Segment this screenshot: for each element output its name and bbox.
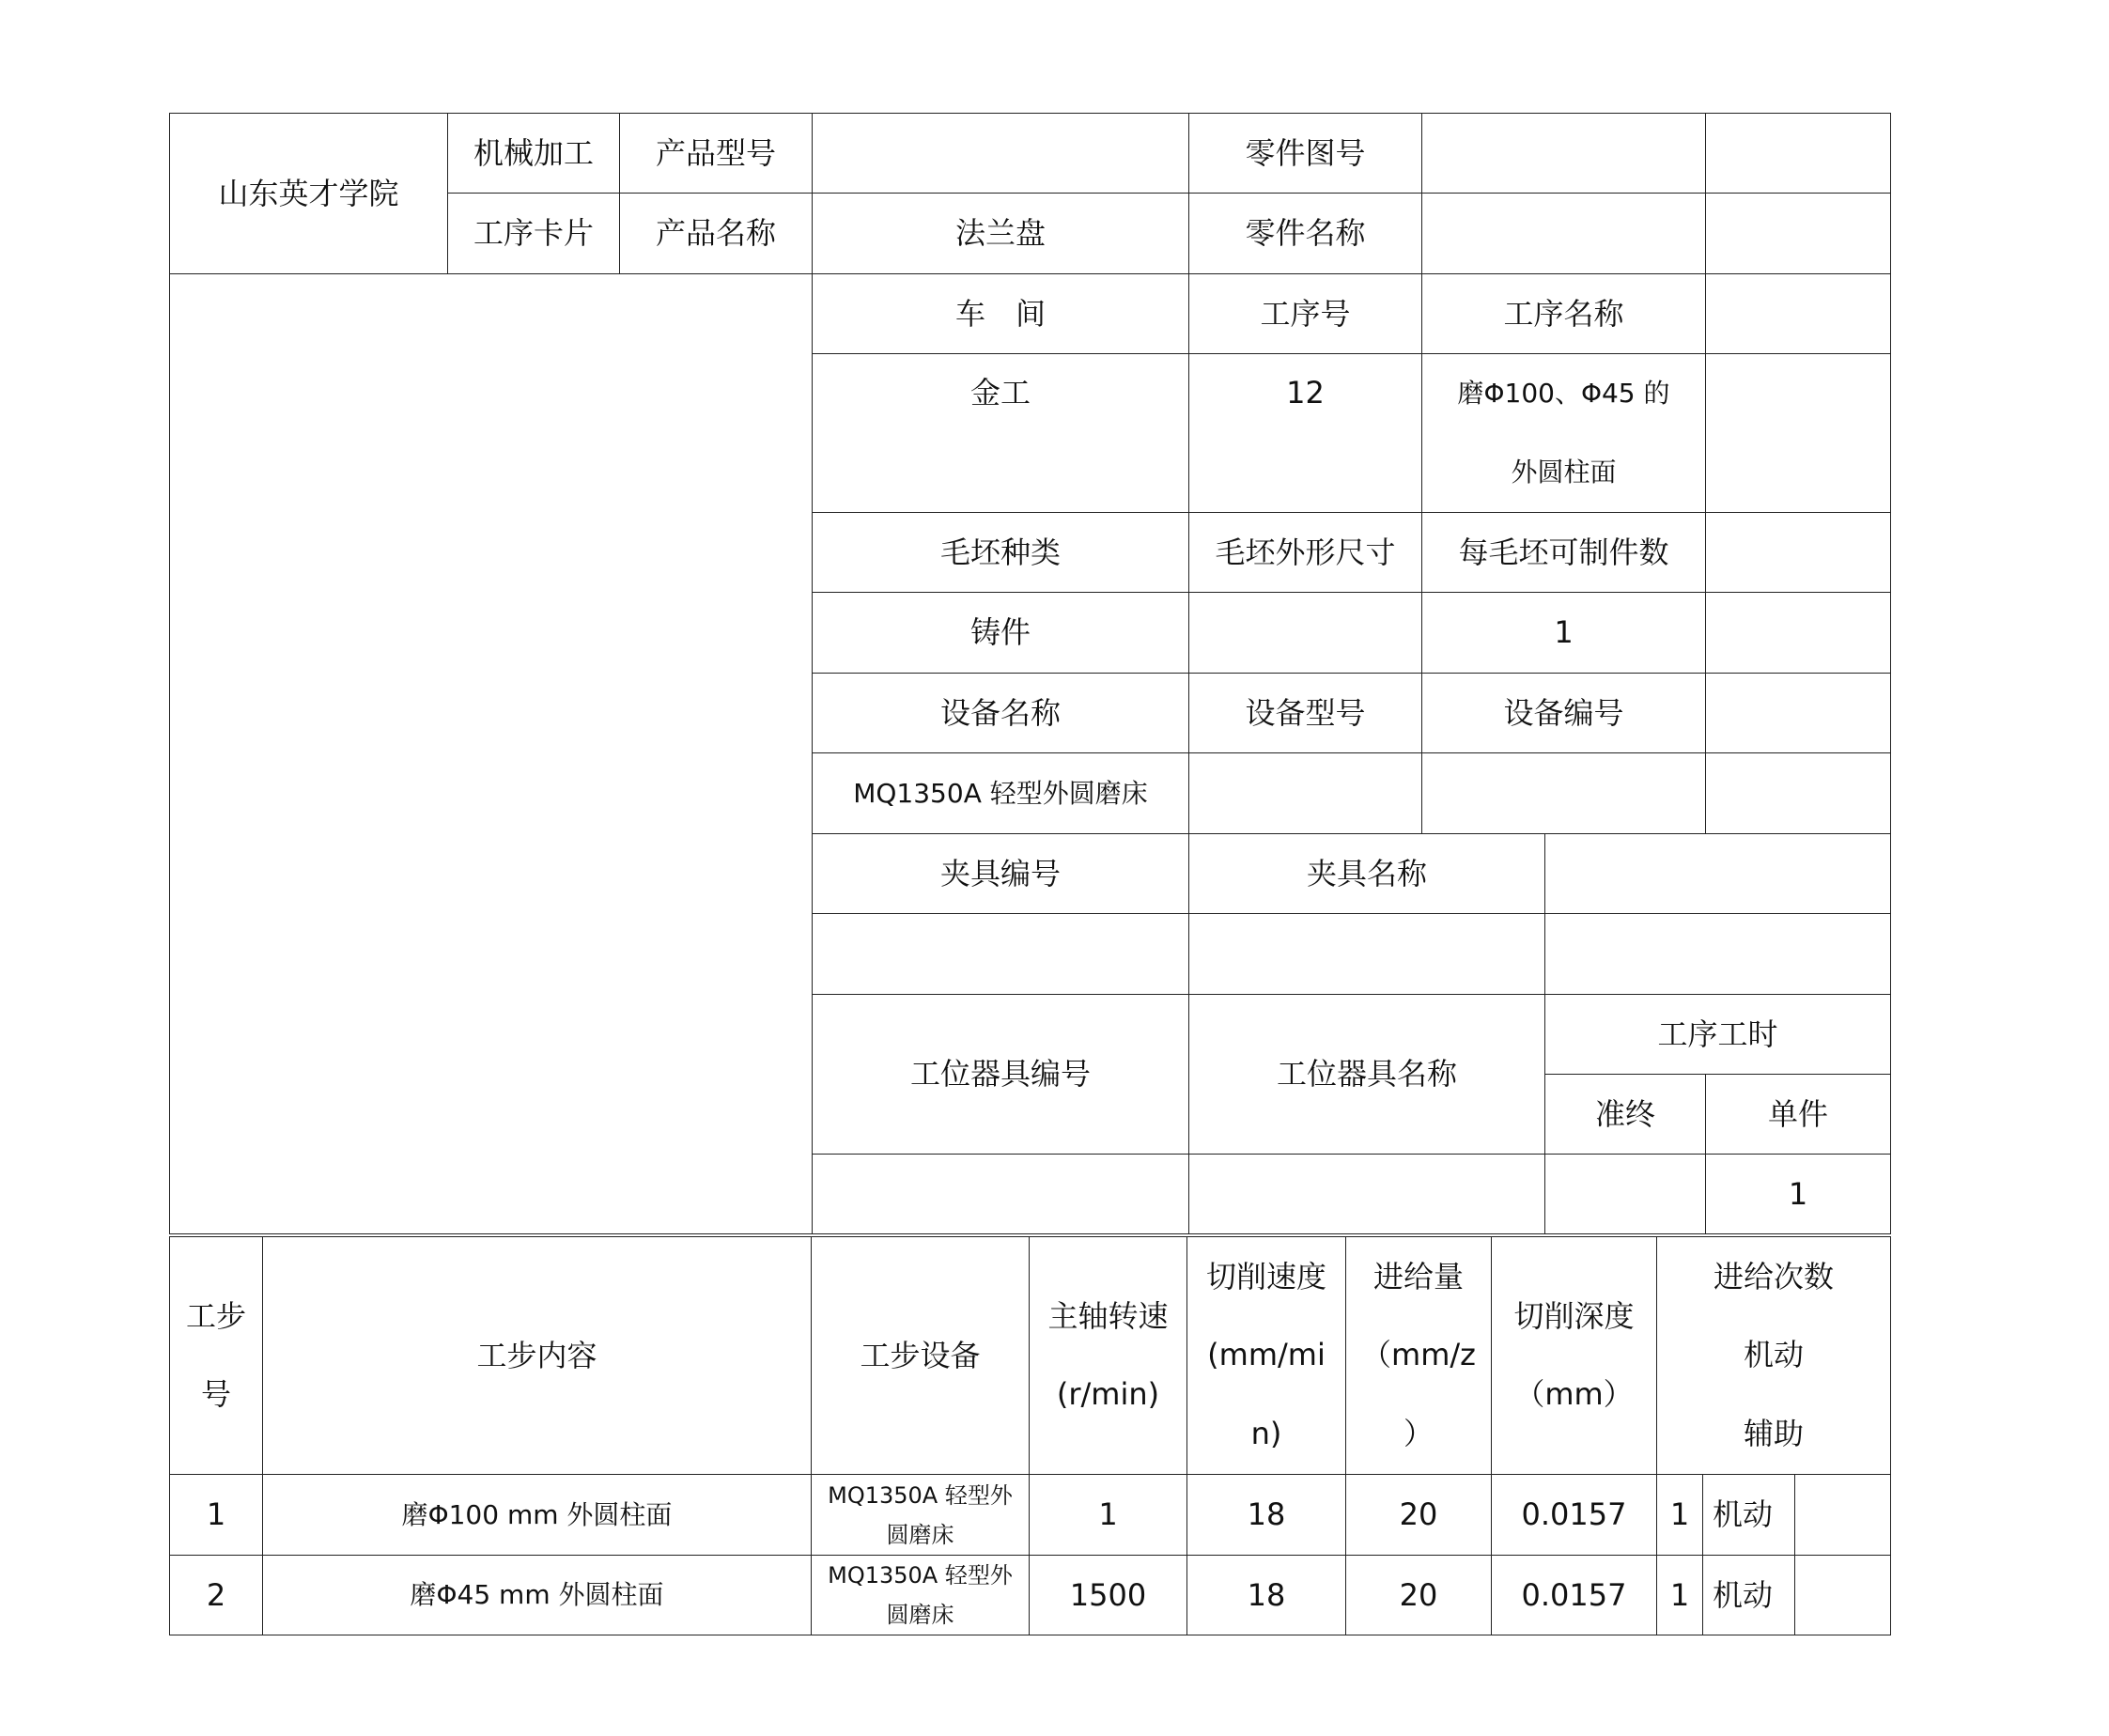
op-number-value: 12 [1189,354,1422,513]
equip-name-label: 设备名称 [813,674,1189,753]
table-row [170,1475,1891,1556]
empty-cell [1545,914,1891,995]
spindle-speed: 1 [1030,1475,1187,1556]
cut-depth-header-line2: （mm） [1514,1376,1634,1412]
feed-passes-header-line2: 机动 [1744,1337,1805,1373]
step-equipment-line1: MQ1350A 轻型外 [828,1481,1013,1509]
workshop-label: 车 间 [813,274,1189,354]
empty-cell [1706,593,1891,674]
empty-cell [1706,194,1891,274]
fixture-number-value [813,914,1189,995]
equip-name-value: MQ1350A 轻型外圆磨床 [813,753,1189,834]
station-tool-number-value [813,1155,1189,1234]
spindle-speed: 1500 [1030,1556,1187,1635]
step-no-header-line1: 工步 [185,1297,246,1334]
unit-time-value: 1 [1706,1155,1891,1234]
card-type-line2: 工序卡片 [448,194,620,274]
aux [1795,1475,1891,1556]
part-name-value [1422,194,1706,274]
op-name-value [1422,354,1706,513]
feed-passes-header-line3: 辅助 [1744,1415,1805,1451]
product-name-value: 法兰盘 [813,194,1189,274]
step-equipment [812,1556,1030,1635]
equip-model-label: 设备型号 [1189,674,1422,753]
feed-passes-header-line1: 进给次数 [1714,1259,1835,1295]
feed-mode: 机动 [1703,1556,1795,1635]
cut-depth-header [1492,1237,1657,1475]
prep-time-value [1545,1155,1706,1234]
feed-header-line2: （mm/z [1361,1337,1476,1373]
blank-size-value [1189,593,1422,674]
cut-depth: 0.0157 [1492,1556,1657,1635]
step-equipment-line2: 圆磨床 [886,1602,954,1628]
cutting-speed: 18 [1187,1556,1346,1635]
station-tool-number-label: 工位器具编号 [813,995,1189,1155]
empty-cell [1545,834,1891,914]
cutting-speed-header-line2: (mm/mi [1207,1337,1326,1373]
feed-header-line3: ） [1403,1415,1434,1451]
op-name-label: 工序名称 [1422,274,1706,354]
empty-cell [1706,513,1891,593]
feed-mode: 机动 [1703,1475,1795,1556]
step-no: 1 [170,1475,263,1556]
step-content: 磨Φ100 mm 外圆柱面 [263,1475,812,1556]
step-content-header: 工步内容 [263,1237,812,1475]
op-name-value-line2: 外圆柱面 [1511,457,1617,488]
process-card-table [169,113,1891,1234]
empty-cell [1706,753,1891,834]
empty-cell [1706,674,1891,753]
fixture-number-label: 夹具编号 [813,834,1189,914]
cutting-speed-header [1187,1237,1346,1475]
part-name-label: 零件名称 [1189,194,1422,274]
cutting-speed-header-line1: 切削速度 [1205,1259,1326,1295]
card-type-line1: 机械加工 [448,114,620,194]
fixture-name-value [1189,914,1545,995]
spindle-speed-header-line2: (r/min) [1056,1376,1160,1412]
workshop-value: 金工 [813,354,1189,513]
product-name-label: 产品名称 [620,194,813,274]
equip-model-value [1189,753,1422,834]
equip-number-label: 设备编号 [1422,674,1706,753]
passes: 1 [1657,1475,1703,1556]
step-equipment-line1: MQ1350A 轻型外 [828,1562,1013,1589]
step-no: 2 [170,1556,263,1635]
unit-time-label: 单件 [1706,1075,1891,1155]
equip-number-value [1422,753,1706,834]
blank-type-label: 毛坯种类 [813,513,1189,593]
station-tool-name-label: 工位器具名称 [1189,995,1545,1155]
spindle-speed-header [1030,1237,1187,1475]
product-model-label: 产品型号 [620,114,813,194]
step-equipment-line2: 圆磨床 [886,1521,954,1548]
step-equipment [812,1475,1030,1556]
product-model-value [813,114,1189,194]
cut-depth-header-line1: 切削深度 [1513,1297,1635,1334]
op-name-value-line1: 磨Φ100、Φ45 的 [1457,378,1670,409]
empty-cell [1706,354,1891,513]
fixture-name-label: 夹具名称 [1189,834,1545,914]
sketch-area [170,274,813,1234]
passes: 1 [1657,1556,1703,1635]
cut-depth: 0.0157 [1492,1475,1657,1556]
school-name: 山东英才学院 [170,114,448,274]
feed: 20 [1346,1556,1492,1635]
feed: 20 [1346,1475,1492,1556]
op-time-label: 工序工时 [1545,995,1891,1075]
blank-size-label: 毛坯外形尺寸 [1189,513,1422,593]
feed-header-line1: 进给量 [1372,1259,1464,1295]
empty-cell [1706,274,1891,354]
table-row [170,1556,1891,1635]
step-equipment-header: 工步设备 [812,1237,1030,1475]
parts-per-blank-label: 每毛坯可制件数 [1422,513,1706,593]
step-content: 磨Φ45 mm 外圆柱面 [263,1556,812,1635]
op-number-label: 工序号 [1189,274,1422,354]
cutting-speed-header-line3: n) [1250,1415,1282,1451]
spindle-speed-header-line1: 主轴转速 [1047,1297,1169,1334]
step-no-header-line2: 号 [200,1376,231,1412]
prep-time-label: 准终 [1545,1075,1706,1155]
station-tool-name-value [1189,1155,1545,1234]
empty-cell [1706,114,1891,194]
parts-per-blank-value: 1 [1422,593,1706,674]
part-drawing-value [1422,114,1706,194]
step-no-header [170,1237,263,1475]
blank-type-value: 铸件 [813,593,1189,674]
aux [1795,1556,1891,1635]
feed-header [1346,1237,1492,1475]
cutting-speed: 18 [1187,1475,1346,1556]
feed-passes-header [1657,1237,1891,1475]
work-steps-table [169,1236,1891,1635]
part-drawing-label: 零件图号 [1189,114,1422,194]
